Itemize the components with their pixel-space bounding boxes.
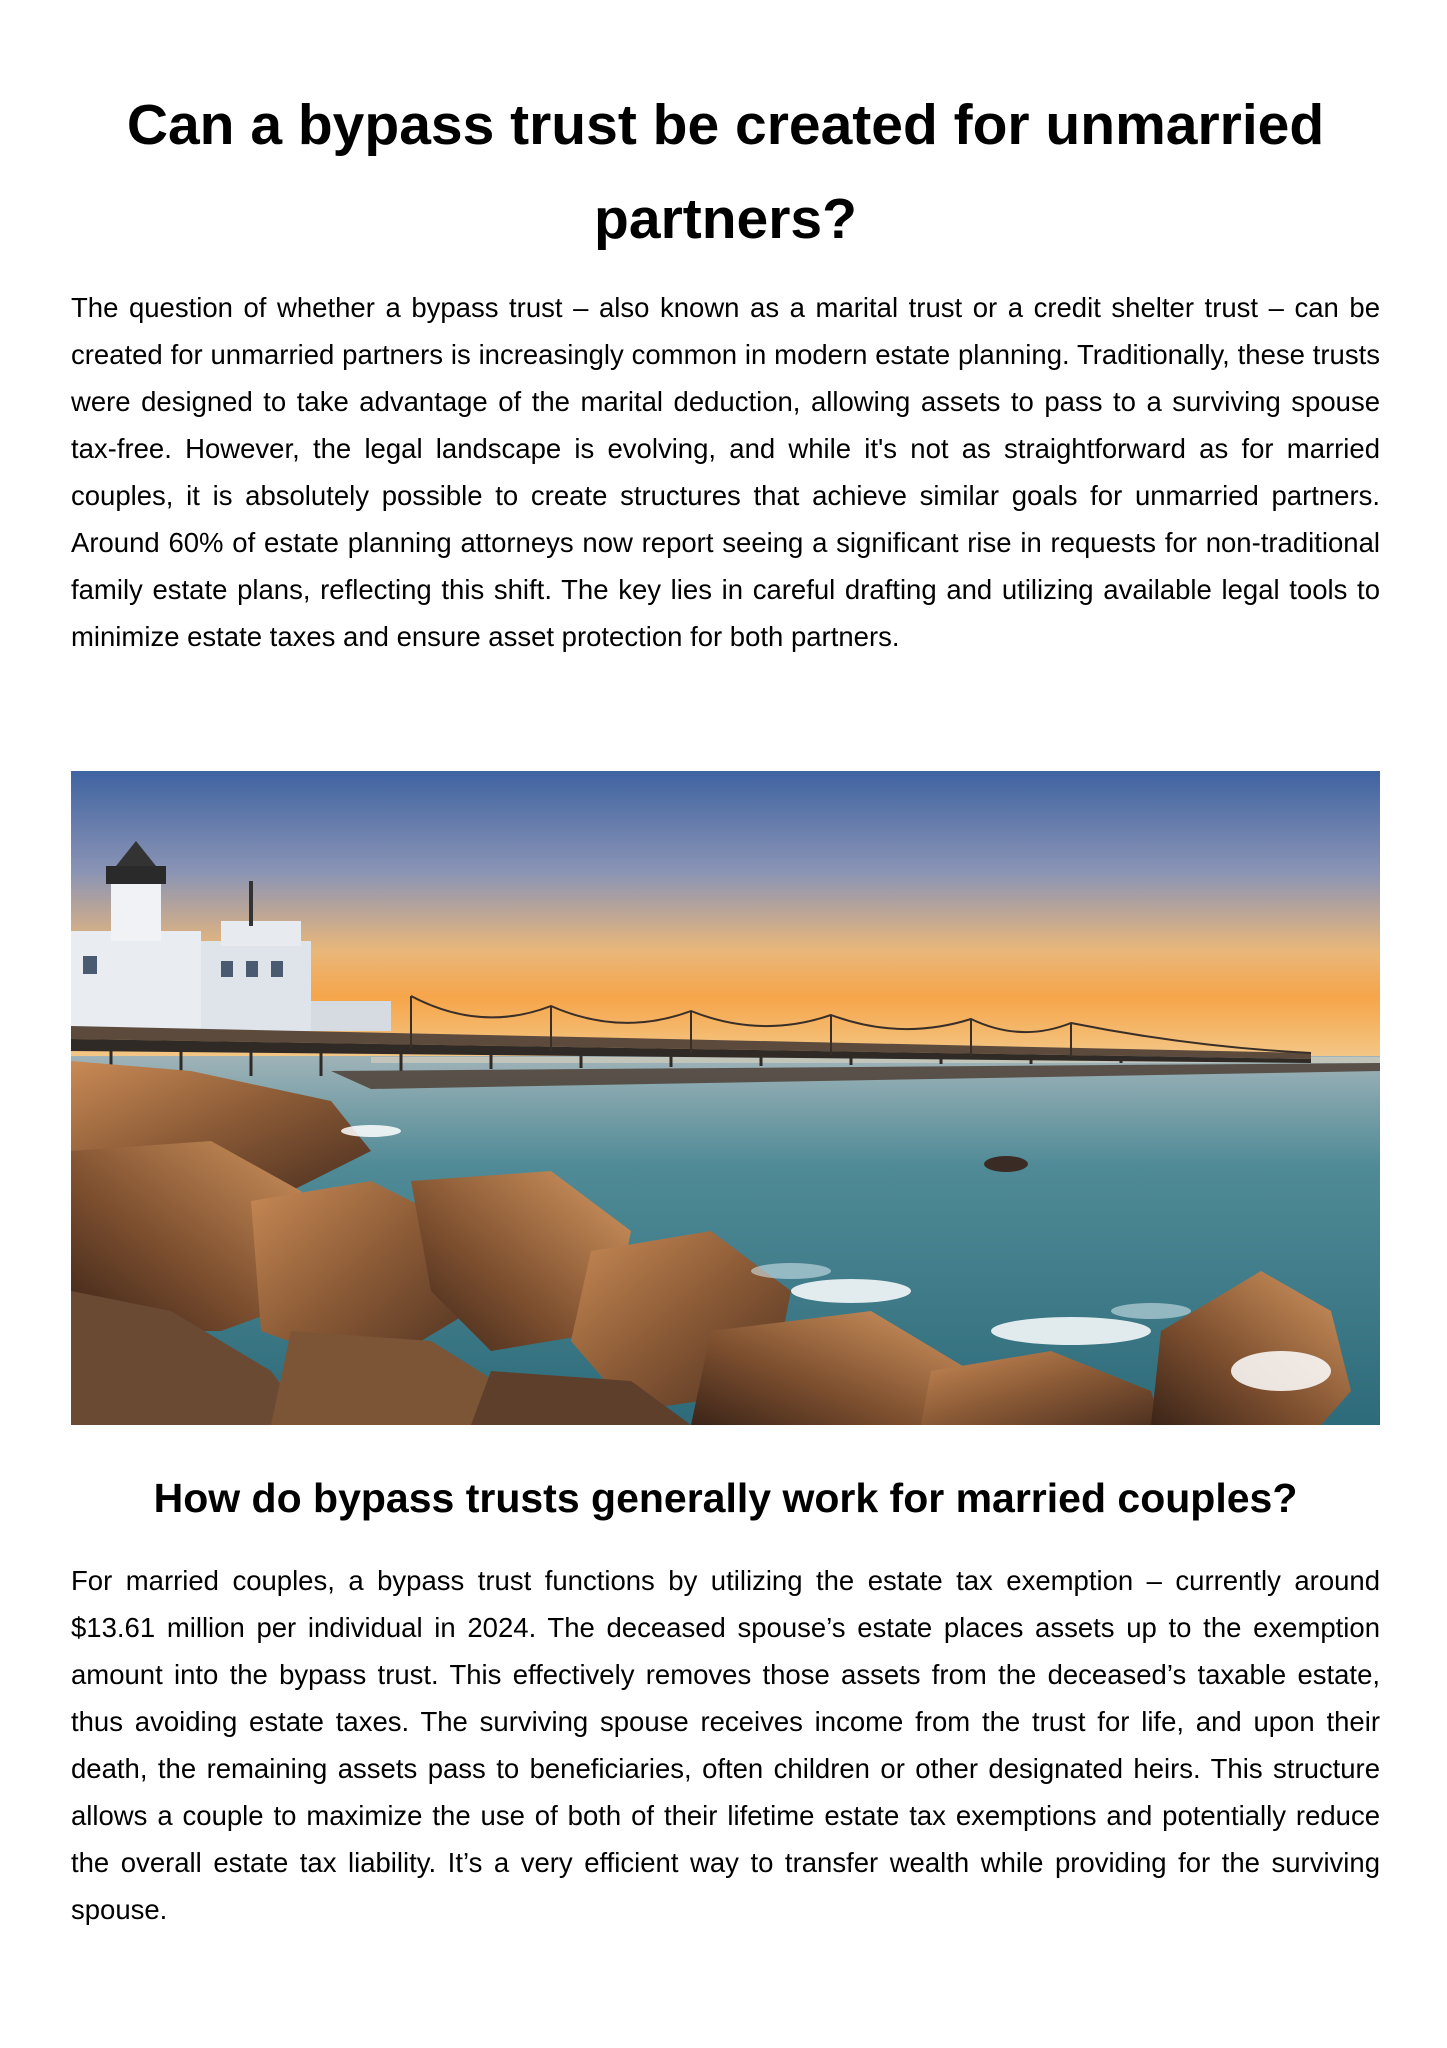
coastal-pier-sunset-image [71, 771, 1380, 1425]
section-heading: How do bypass trusts generally work for married couples? [153, 1475, 1298, 1521]
section-body-paragraph: For married couples, a bypass trust functions by utilizing the estate tax exemption – currently around $13.61 million per individual in 2024. The deceased spouse’s estate places assets up to the exemption amount into the bypass trust. This effectively removes those assets from the deceased’s taxable estate, thus avoiding estate taxes. The surviving spouse receives income from the trust for life, and upon their death, the remaining assets pass to beneficiaries, often children or other designated heirs. This structure allows a couple to maximize the use of both of their lifetime estate tax exemptions and potentially reduce the overall estate tax liability. It’s a very efficient way to transfer wealth while providing for the surviving spouse. [71, 1565, 1380, 1925]
article-title: Can a bypass trust be created for unmarried partners? [126, 93, 1325, 251]
intro-paragraph: The question of whether a bypass trust – also known as a marital trust or a credit shelter trust – can be created for unmarried partners is increasingly common in modern estate planning. Traditionally, these trusts were designed to take advantage of the marital deduction, allowing assets to pass to a surviving spouse tax-free. However, the legal landscape is evolving, and while it's not as straightforward as for married couples, it is absolutely possible to create structures that achieve similar goals for unmarried partners. Around 60% of estate planning attorneys now report seeing a significant rise in requests for non-traditional family estate plans, reflecting this shift. The key lies in careful drafting and utilizing available legal tools to minimize estate taxes and ensure asset protection for both partners. [71, 292, 1380, 652]
